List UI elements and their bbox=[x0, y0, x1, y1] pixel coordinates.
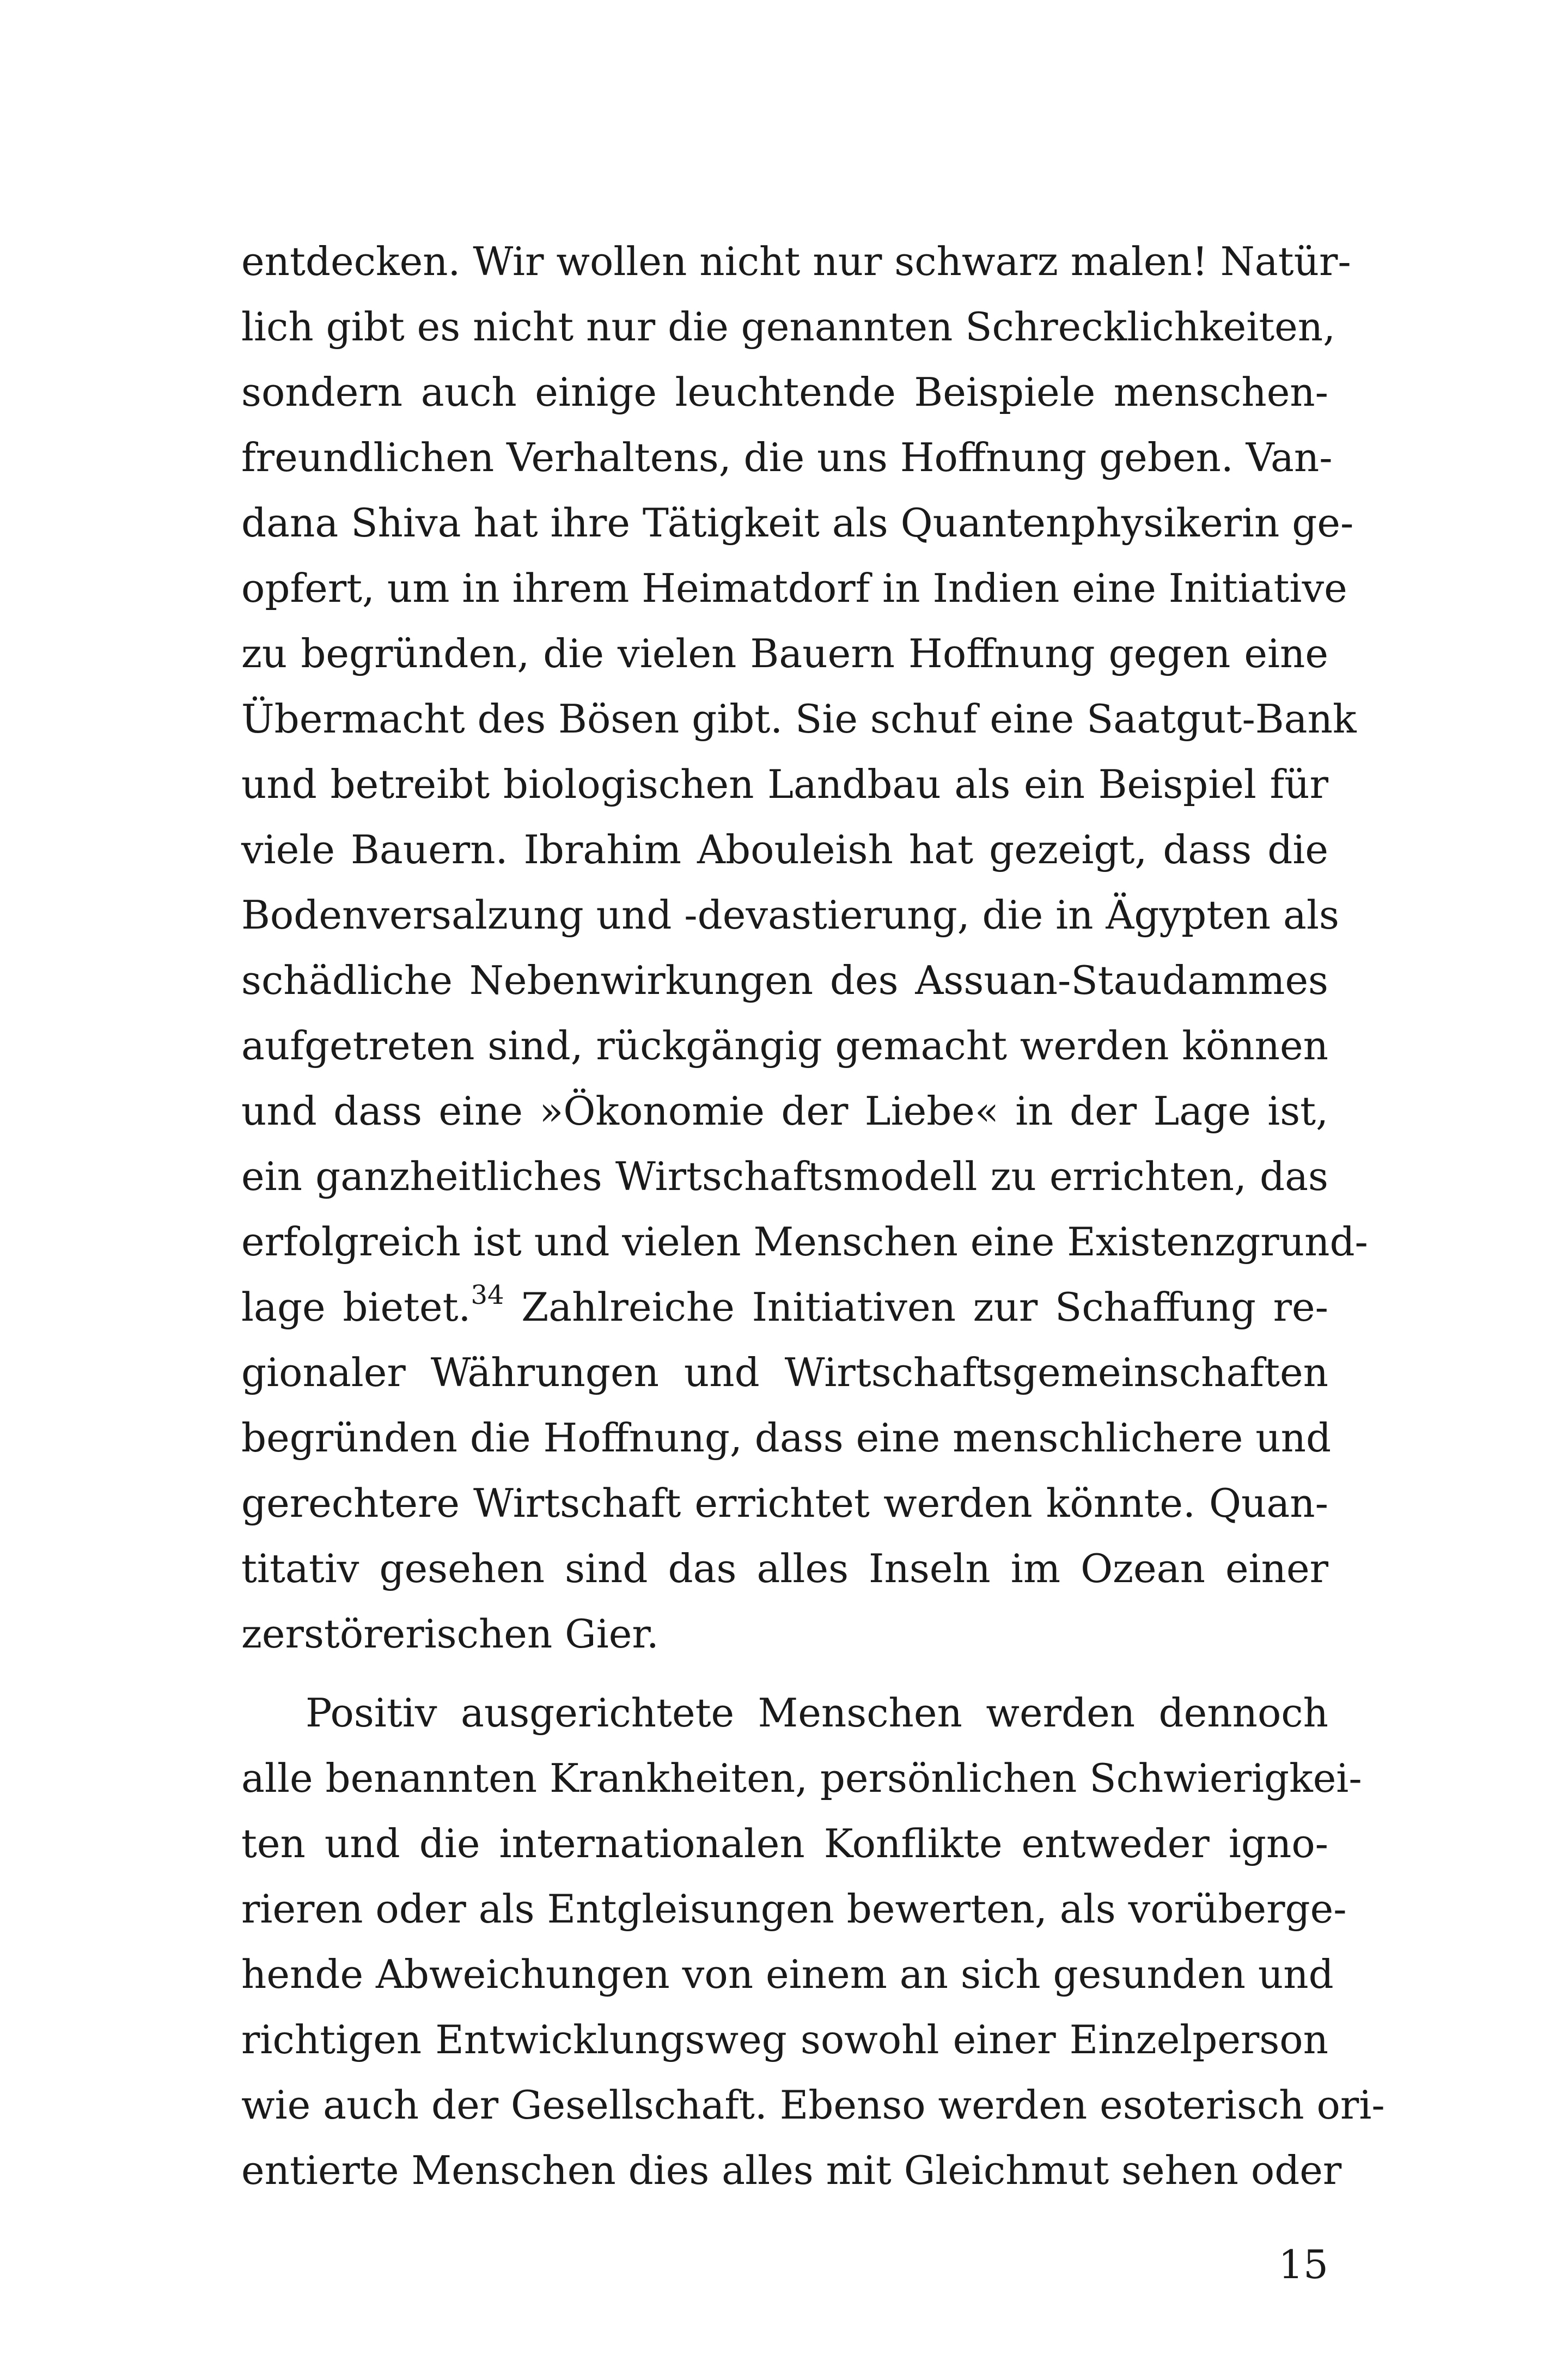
text-line: opfert, um in ihrem Heimatdorf in Indien eine Initiative bbox=[241, 565, 1347, 611]
text-line: dana Shiva hat ihre Tätigkeit als Quantenphysikerin ge- bbox=[241, 500, 1354, 546]
text-line: Positiv ausgerichtete Menschen werden dennoch bbox=[306, 1690, 1328, 1736]
text-line: entdecken. Wir wollen nicht nur schwarz malen! Natür- bbox=[241, 239, 1351, 284]
text-fragment: Zahlreiche Initiativen zur Schaffung re- bbox=[504, 1284, 1328, 1330]
page-number: 15 bbox=[1278, 2242, 1328, 2287]
text-line: ten und die internationalen Konflikte entweder igno- bbox=[241, 1821, 1328, 1866]
text-line: Bodenversalzung und -devastierung, die in Ägypten als bbox=[241, 892, 1339, 938]
text-line: wie auch der Gesellschaft. Ebenso werden esoterisch ori- bbox=[241, 2082, 1385, 2128]
text-line: richtigen Entwicklungsweg sowohl einer Einzelperson bbox=[241, 2017, 1328, 2062]
text-line: aufgetreten sind, rückgängig gemacht werden können bbox=[241, 1023, 1328, 1069]
text-line: gionaler Währungen und Wirtschaftsgemeinschaften bbox=[241, 1350, 1328, 1395]
footnote-reference[interactable]: 34 bbox=[471, 1280, 504, 1310]
text-line: Übermacht des Bösen gibt. Sie schuf eine Saatgut-Bank bbox=[241, 696, 1357, 742]
text-line: sondern auch einige leuchtende Beispiele menschen- bbox=[241, 369, 1328, 415]
text-line: alle benannten Krankheiten, persönlichen Schwierigkei- bbox=[241, 1755, 1362, 1801]
text-line-with-footnote bbox=[241, 1274, 1328, 1340]
text-line: schädliche Nebenwirkungen des Assuan-Staudammes bbox=[241, 957, 1328, 1003]
text-line: zerstörerischen Gier. bbox=[241, 1611, 659, 1657]
text-line: titativ gesehen sind das alles Inseln im Ozean einer bbox=[241, 1546, 1328, 1591]
text-line: erfolgreich ist und vielen Menschen eine Existenzgrund- bbox=[241, 1219, 1368, 1265]
text-line: viele Bauern. Ibrahim Abouleish hat gezeigt, dass die bbox=[241, 827, 1328, 872]
text-line: lich gibt es nicht nur die genannten Schrecklichkeiten, bbox=[241, 304, 1336, 350]
text-line: und dass eine »Ökonomie der Liebe« in der Lage ist, bbox=[241, 1088, 1328, 1134]
text-line: hende Abweichungen von einem an sich gesunden und bbox=[241, 1951, 1334, 1997]
text-line: rieren oder als Entgleisungen bewerten, als vorüberge- bbox=[241, 1886, 1347, 1932]
text-line: zu begründen, die vielen Bauern Hoffnung gegen eine bbox=[241, 631, 1328, 676]
text-line: und betreibt biologischen Landbau als ein Beispiel für bbox=[241, 761, 1328, 807]
text-line: begründen die Hoffnung, dass eine menschlichere und bbox=[241, 1415, 1332, 1461]
text-line: entierte Menschen dies alles mit Gleichmut sehen oder bbox=[241, 2147, 1342, 2193]
text-line: ein ganzheitliches Wirtschaftsmodell zu errichten, das bbox=[241, 1154, 1328, 1199]
text-line: gerechtere Wirtschaft errichtet werden könnte. Quan- bbox=[241, 1480, 1328, 1526]
text-fragment: lage bietet. bbox=[241, 1284, 471, 1330]
text-line: freundlichen Verhaltens, die uns Hoffnung geben. Van- bbox=[241, 435, 1333, 480]
